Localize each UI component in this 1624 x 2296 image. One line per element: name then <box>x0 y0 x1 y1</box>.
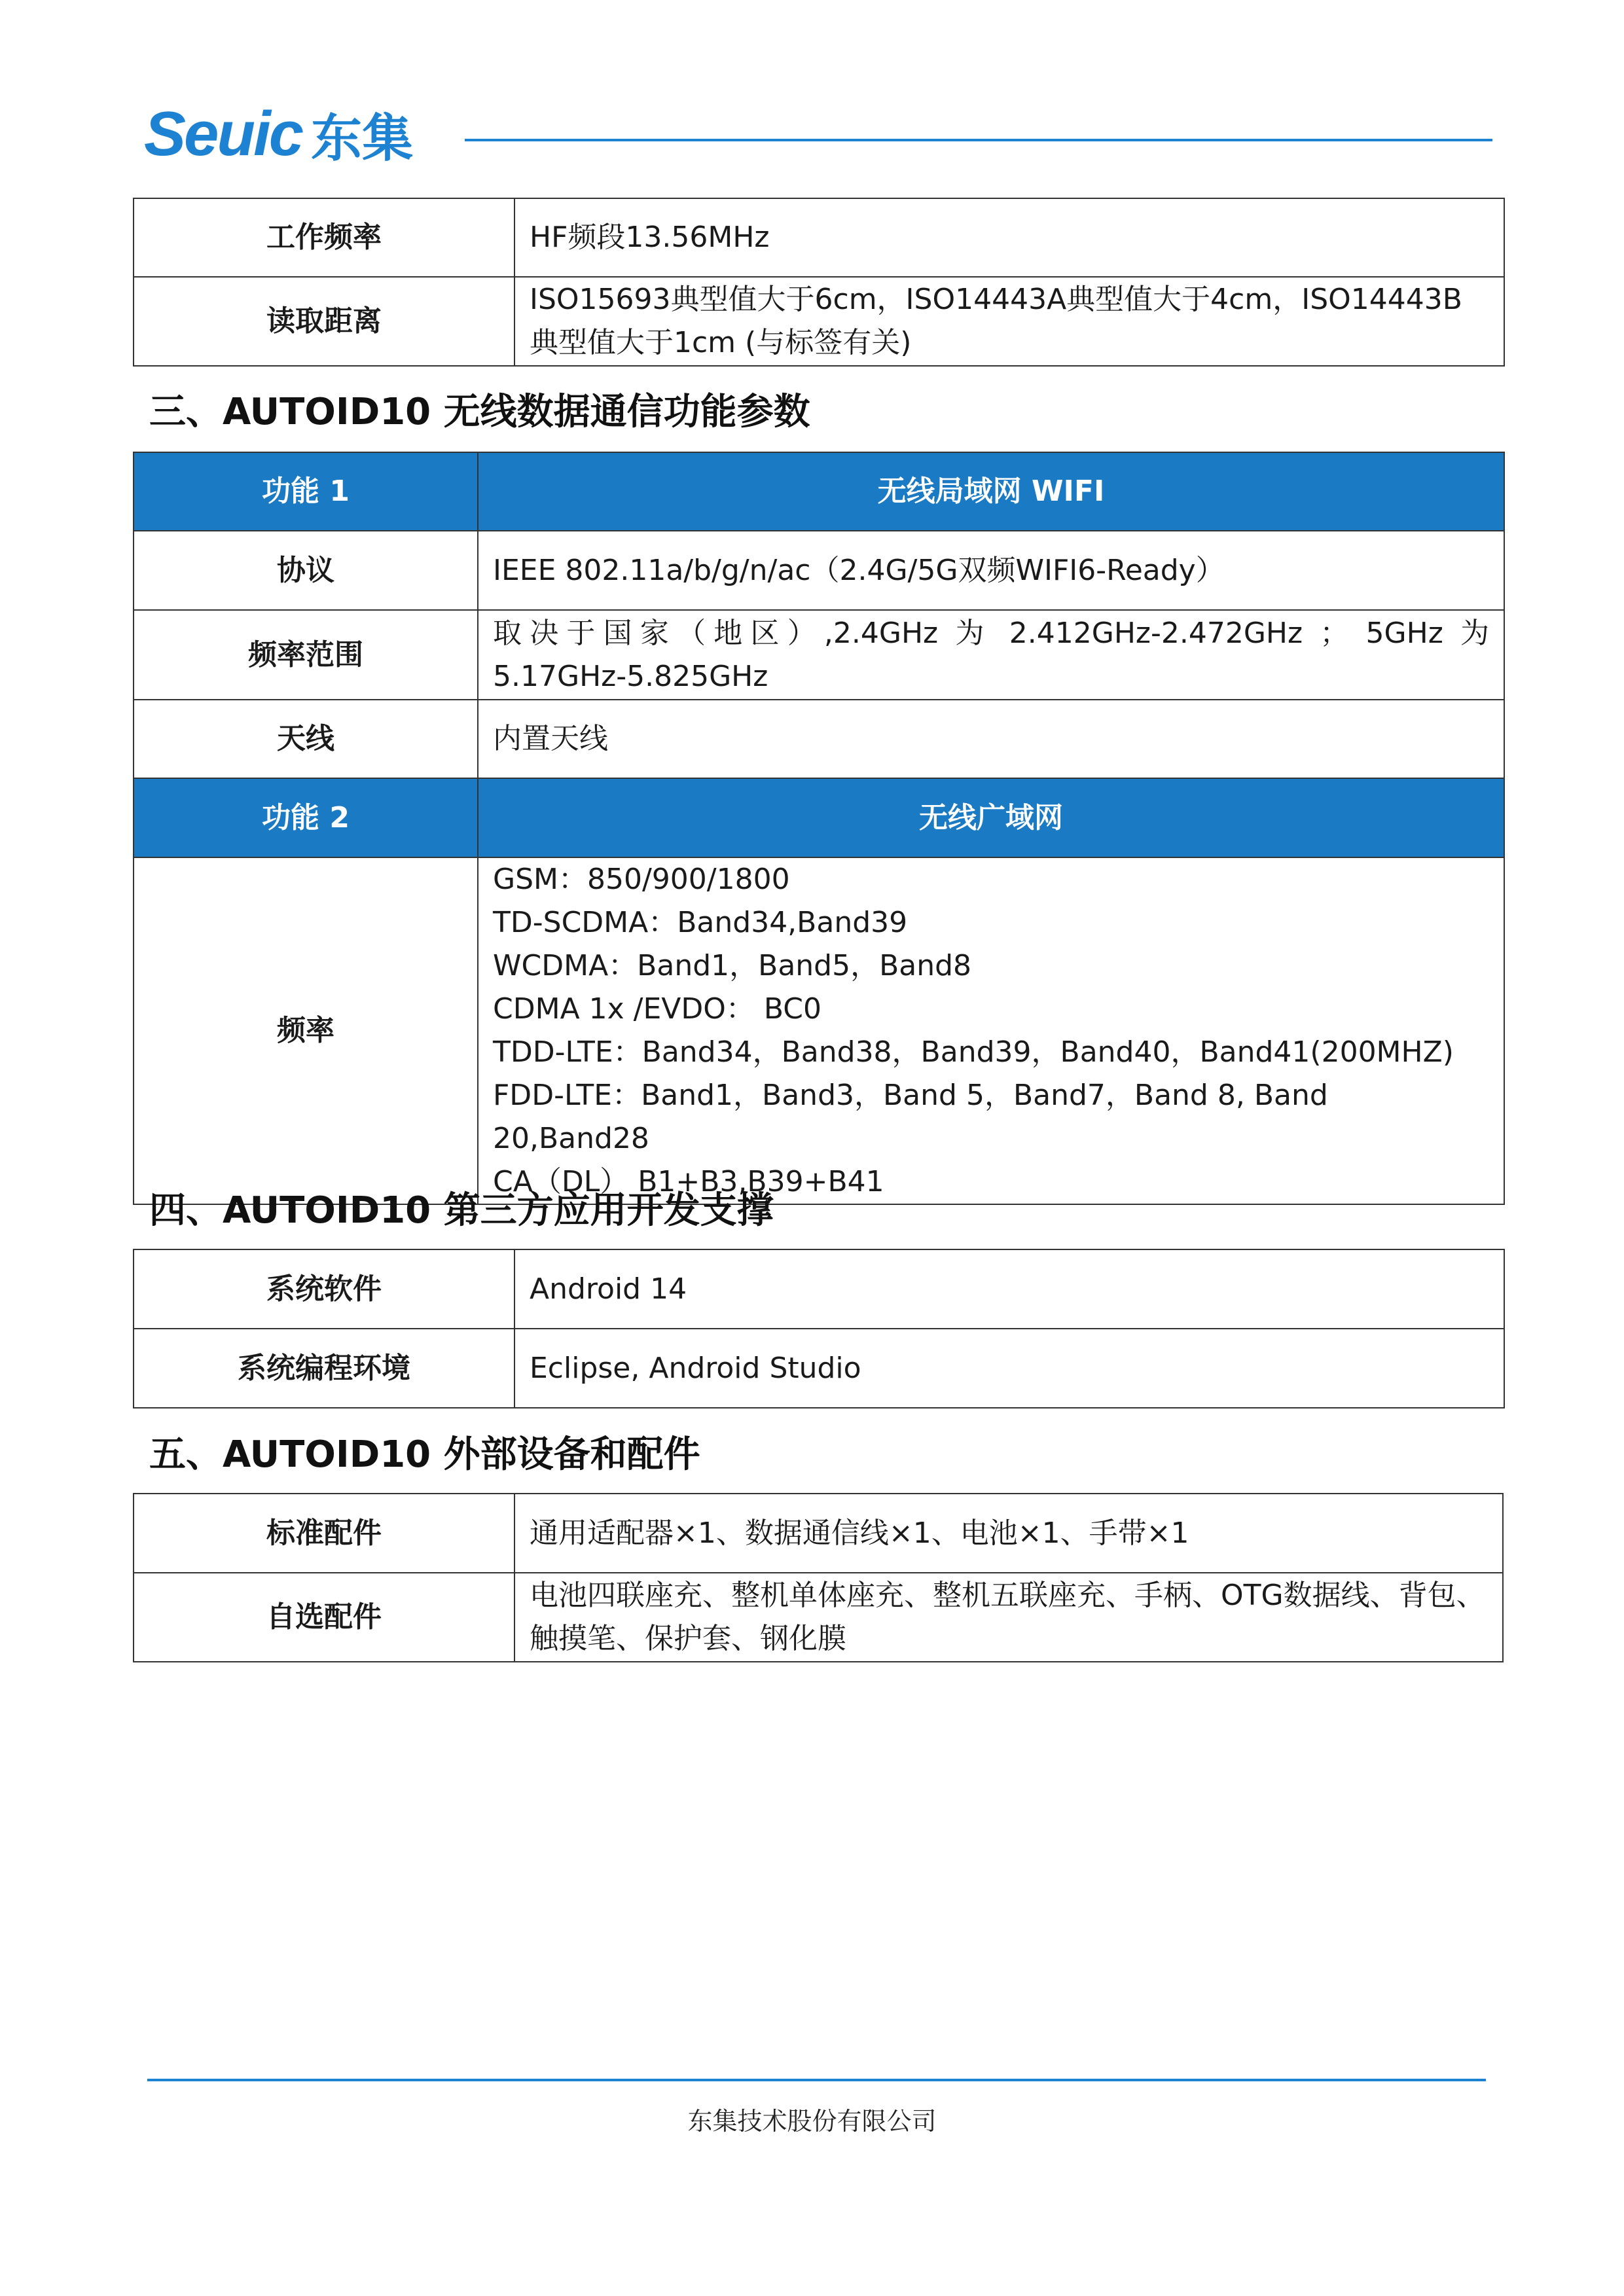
dev-support-table <box>133 1249 1505 1408</box>
row-value: Eclipse, Android Studio <box>514 1329 1504 1408</box>
table-row <box>134 857 1504 1204</box>
table-header-row <box>134 778 1504 857</box>
table-row <box>134 700 1504 778</box>
footer-company: 东集技术股份有限公司 <box>687 2107 937 2136</box>
row-value: 内置天线 <box>478 700 1504 778</box>
table-row <box>134 610 1504 700</box>
table-row <box>134 1249 1504 1329</box>
section-title-wireless: 三、AUTOID10 无线数据通信功能参数 <box>149 391 810 433</box>
frequency-line: WCDMA：Band1，Band5，Band8 <box>493 949 972 982</box>
logo-text-en: Seuic <box>144 99 302 169</box>
frequency-line: TDD-LTE：Band34，Band38，Band39，Band40，Band41(200MHZ) <box>493 1035 1454 1069</box>
header-value: 无线局域网 WIFI <box>478 452 1504 531</box>
table-row <box>134 277 1504 366</box>
frequency-line: CA（DL） B1+B3,B39+B41 <box>493 1165 884 1198</box>
row-label: 频率 <box>134 857 478 1204</box>
header-divider <box>465 139 1492 141</box>
logo-text-cn: 东集 <box>311 109 414 168</box>
frequency-line: TD-SCDMA：Band34,Band39 <box>493 906 908 939</box>
table-row <box>134 198 1504 277</box>
table-row <box>134 1329 1504 1408</box>
section-title-accessories: 五、AUTOID10 外部设备和配件 <box>149 1433 700 1476</box>
table-header-row <box>134 452 1504 531</box>
row-label: 系统编程环境 <box>134 1329 514 1408</box>
row-label: 标准配件 <box>134 1494 514 1573</box>
table-row <box>134 1573 1503 1662</box>
wireless-spec-table <box>133 452 1505 1205</box>
row-value: ISO15693典型值大于6cm，ISO14443A典型值大于4cm，ISO14443B典型值大于1cm (与标签有关) <box>514 277 1504 366</box>
frequency-line: CDMA 1x /EVDO： BC0 <box>493 992 822 1026</box>
frequency-list <box>478 857 1504 1204</box>
row-label: 自选配件 <box>134 1573 514 1662</box>
row-value: 通用适配器×1、数据通信线×1、电池×1、手带×1 <box>514 1494 1503 1573</box>
header-label: 功能 1 <box>134 452 478 531</box>
table-row <box>134 1494 1503 1573</box>
row-label: 工作频率 <box>134 198 514 277</box>
row-label: 系统软件 <box>134 1249 514 1329</box>
row-value: IEEE 802.11a/b/g/n/ac（2.4G/5G双频WIFI6-Ready） <box>478 531 1504 610</box>
frequency-line: FDD-LTE：Band1，Band3，Band 5，Band7，Band 8, Band 20,Band28 <box>493 1079 1328 1155</box>
table-row <box>134 531 1504 610</box>
footer-divider <box>147 2079 1486 2081</box>
rfid-spec-table <box>133 198 1505 367</box>
section-title-dev-support: 四、AUTOID10 第三方应用开发支撑 <box>149 1189 774 1232</box>
seuic-logo <box>144 98 413 170</box>
row-value: 取决于国家（地区）,2.4GHz 为 2.412GHz-2.472GHz ； 5GHz 为 5.17GHz-5.825GHz <box>478 610 1504 700</box>
page-header <box>144 98 1492 170</box>
row-value: HF频段13.56MHz <box>514 198 1504 277</box>
accessories-table <box>133 1493 1504 1662</box>
row-value: 电池四联座充、整机单体座充、整机五联座充、手柄、OTG数据线、背包、触摸笔、保护套、钢化膜 <box>514 1573 1503 1662</box>
header-label: 功能 2 <box>134 778 478 857</box>
row-label: 协议 <box>134 531 478 610</box>
row-label: 频率范围 <box>134 610 478 700</box>
row-label: 读取距离 <box>134 277 514 366</box>
header-value: 无线广域网 <box>478 778 1504 857</box>
row-label: 天线 <box>134 700 478 778</box>
frequency-line: GSM：850/900/1800 <box>493 863 790 896</box>
row-value: Android 14 <box>514 1249 1504 1329</box>
